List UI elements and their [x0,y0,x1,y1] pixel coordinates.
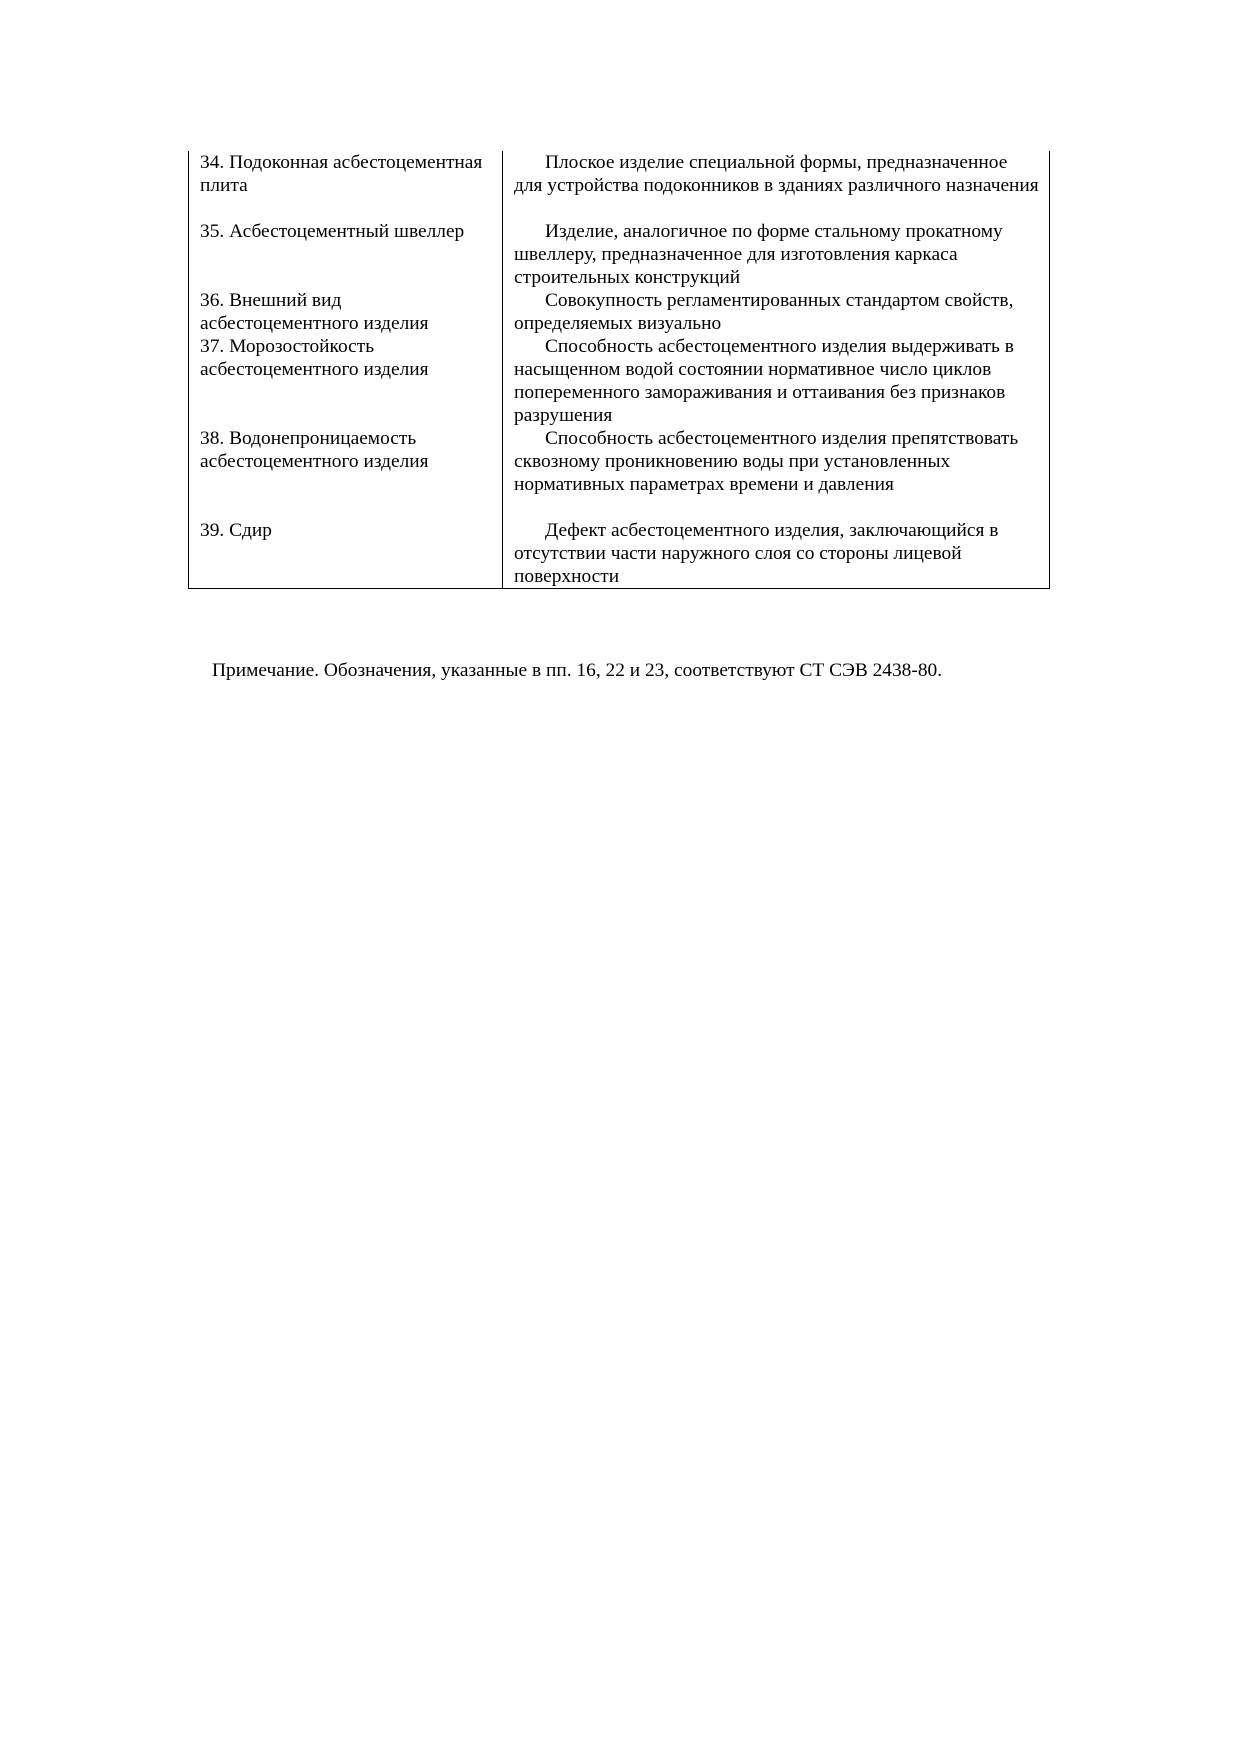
definition-cell: Способность асбестоцементного изделия препятствовать сквозному проникновению воды при установленных нормативных параметрах времени и давления [503,427,1050,519]
term-cell: 37. Морозостойкость асбестоцементного изделия [189,335,503,427]
definition-cell: Плоское изделие специальной формы, предназначенное для устройства подоконников в зданиях различного назначения [503,151,1050,220]
definition-cell: Совокупность регламентированных стандартом свойств, определяемых визуально [503,289,1050,335]
term-cell: 38. Водонепроницаемость асбестоцементного изделия [189,427,503,519]
definition-cell: Способность асбестоцементного изделия выдерживать в насыщенном водой состоянии нормативное число циклов попеременного замораживания и оттаивания без признаков разрушения [503,335,1050,427]
term-cell: 35. Асбестоцементный швеллер [189,220,503,289]
table-row [189,289,1050,335]
table-row [189,220,1050,289]
table-row [189,427,1050,519]
definition-cell: Изделие, аналогичное по форме стальному прокатному швеллеру, предназначенное для изготовления каркаса строительных конструкций [503,220,1050,289]
table-row [189,519,1050,589]
table-row [189,335,1050,427]
table-note: Примечание. Обозначения, указанные в пп. 16, 22 и 23, соответствуют СТ СЭВ 2438-80. [212,660,943,682]
definition-cell: Дефект асбестоцементного изделия, заключающийся в отсутствии части наружного слоя со стороны лицевой поверхности [503,519,1050,589]
term-cell: 39. Сдир [189,519,503,589]
term-cell: 36. Внешний вид асбестоцементного изделия [189,289,503,335]
term-cell: 34. Подоконная асбестоцементная плита [189,151,503,220]
terms-table [188,151,1050,589]
table-row [189,151,1050,220]
